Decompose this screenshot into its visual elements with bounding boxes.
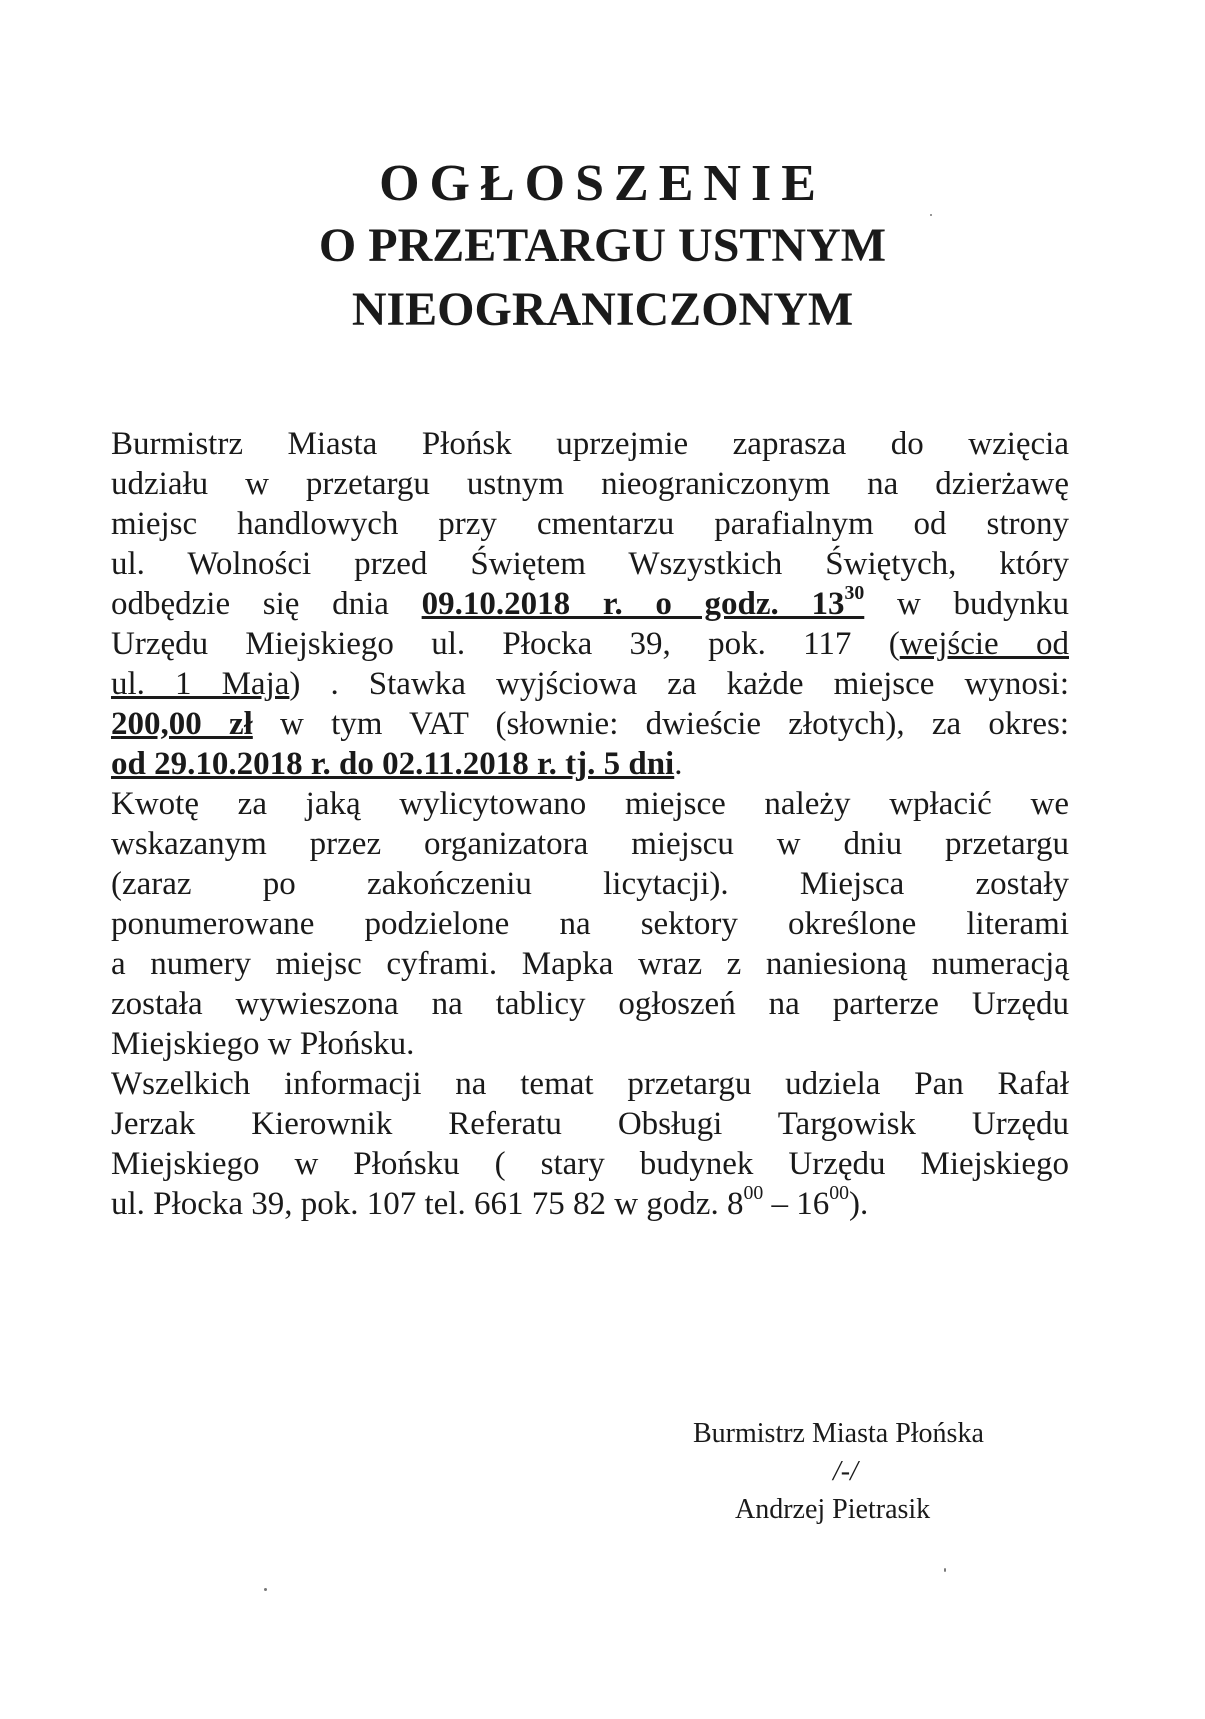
body-line: udziału w przetargu ustnym nieograniczonym na dzierżawę xyxy=(111,466,1069,502)
body-line: Jerzak Kierownik Referatu Obsługi Targowisk Urzędu xyxy=(111,1106,1069,1142)
body-text: w tym VAT (słownie: dwieście złotych), za okres: xyxy=(280,706,1069,742)
announcement-subheading-2: NIEOGRANICZONYM xyxy=(351,283,854,336)
body-line: miejsc handlowych przy cmentarzu parafialnym od strony xyxy=(111,506,1069,542)
body-line: Miejskiego w Płońsku ( stary budynek Urzędu Miejskiego xyxy=(111,1146,1069,1182)
body-line xyxy=(111,624,1069,664)
body-text: Urzędu Miejskiego ul. Płocka 39, pok. 117 ( xyxy=(111,626,900,662)
lease-period: od 29.10.2018 r. do 02.11.2018 r. tj. 5 dni xyxy=(111,746,675,782)
scan-speck xyxy=(264,1588,267,1591)
body-line: została wywieszona na tablicy ogłoszeń na parterze Urzędu xyxy=(111,986,1069,1022)
scan-speck xyxy=(930,214,932,216)
body-line xyxy=(111,704,1069,744)
body-text: odbędzie się dnia xyxy=(111,586,389,622)
body-line: Miejskiego w Płońsku. xyxy=(111,1026,415,1062)
entrance-note: wejście od xyxy=(899,626,1069,662)
body-line: (zaraz po zakończeniu licytacji). Miejsca zostały xyxy=(111,866,1069,902)
signatory-title: Burmistrz Miasta Płońska xyxy=(693,1418,984,1449)
tender-date: 09.10.2018 r. o godz. $13^{30}$ xyxy=(421,582,865,622)
entrance-street: ul. 1 Maja xyxy=(111,666,290,702)
signatory-name: Andrzej Pietrasik xyxy=(735,1494,931,1525)
body-line: Kwotę za jaką wylicytowano miejsce należy wpłacić we xyxy=(111,786,1069,822)
scan-speck xyxy=(944,1568,946,1572)
announcement-heading: OGŁOSZENIE xyxy=(379,155,826,212)
body-line xyxy=(111,584,1069,624)
starting-price: 200,00 zł xyxy=(111,706,253,742)
body-line: Burmistrz Miasta Płońsk uprzejmie zaprasza do wzięcia xyxy=(111,426,1069,462)
body-line: ponumerowane podzielone na sektory określone literami xyxy=(111,906,1069,942)
signature-mark: /-/ xyxy=(833,1456,858,1487)
announcement-subheading: O PRZETARGU USTNYM xyxy=(318,219,887,272)
body-line xyxy=(111,1184,1069,1224)
body-line xyxy=(111,664,1069,704)
contact-info: ul. Płocka 39, pok. 107 tel. 661 75 82 w godz. $8^{00} - 16^{00}$). xyxy=(111,1182,869,1222)
body-line: wskazanym przez organizatora miejscu w dniu przetargu xyxy=(111,826,1069,862)
body-text: ) . Stawka wyjściowa za każde miejsce wynosi: xyxy=(289,666,1069,702)
body-text: w budynku xyxy=(896,586,1069,622)
body-line: od 29.10.2018 r. do 02.11.2018 r. tj. 5 dni. xyxy=(111,746,683,782)
body-line: Wszelkich informacji na temat przetargu udziela Pan Rafał xyxy=(111,1066,1069,1102)
body-line: a numery miejsc cyframi. Mapka wraz z naniesioną numeracją xyxy=(111,946,1069,982)
body-line: ul. Wolności przed Świętem Wszystkich Świętych, który xyxy=(111,546,1069,582)
